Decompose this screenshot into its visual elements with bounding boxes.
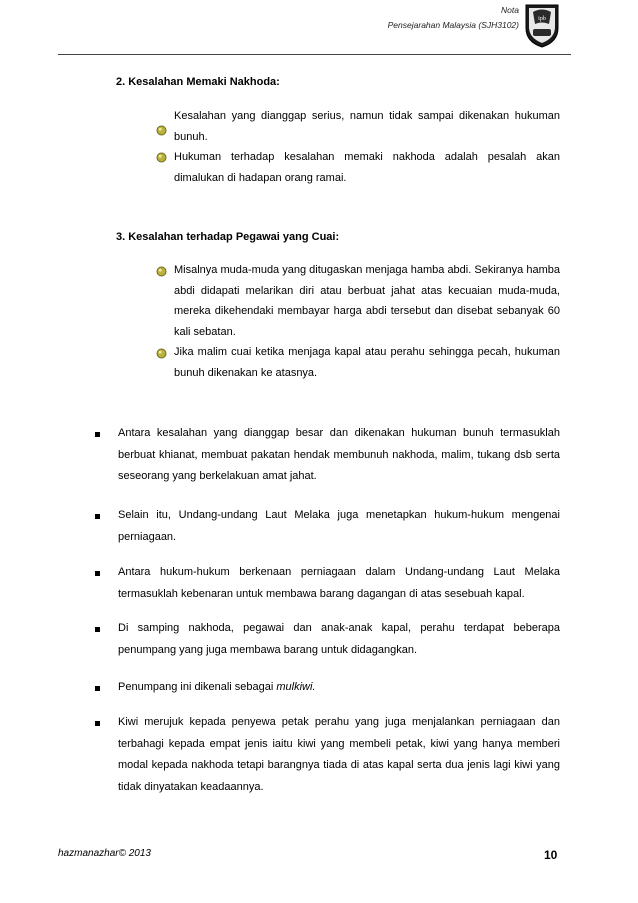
logo-lettering: ipb [538,16,546,22]
square-bullet-icon [95,514,100,519]
bullet-paragraph-3: Antara hukum-hukum berkenaan perniagaan dalam Undang-undang Laut Melaka termasuklah kebenaran untuk membawa barang dagangan di atas sesebuah kapal. [118,566,560,600]
section-3-item-1: Misalnya muda-muda yang ditugaskan menjaga hamba abdi. Sekiranya hamba abdi didapati melarikan diri atau berbuat jahat atas kecuaian muda-muda, mereka dikehendaki membayar harga abdi tersebut dan disebat sebanyak 60 kali sebatan. [174,264,560,338]
bullet-paragraph-6: Kiwi merujuk kepada penyewa petak perahu yang juga menjalankan perniagaan dan terbahagi kepada empat jenis iaitu kiwi yang membeli petak, kiwi yang hanya memberi modal kepada nakhoda tetapi barangnya tiada di atas kapal serta dua jenis lagi kiwi yang tidak dinyatakan keadaannya. [118,716,560,793]
section-3-heading: 3. Kesalahan terhadap Pegawai yang Cuai: [116,231,340,243]
section-2-item-1: Kesalahan yang dianggap serius, namun tidak sampai dikenakan hukuman bunuh. [174,110,560,143]
term-mulkiwi: mulkiwi. [276,681,316,693]
square-bullet-icon [95,686,100,691]
footer-author: hazmanazhar© 2013 [58,848,151,859]
bullet-paragraph-4: Di samping nakhoda, pegawai dan anak-anak kapal, perahu terdapat beberapa penumpang yang juga membawa barang untuk didagangkan. [118,622,560,656]
round-bullet-icon [156,266,167,277]
header-title: Nota [501,5,519,15]
bullet-paragraph-2: Selain itu, Undang-undang Laut Melaka juga menetapkan hukum-hukum mengenai perniagaan. [118,509,560,543]
section-3-item-2: Jika malim cuai ketika menjaga kapal atau perahu sehingga pecah, hukuman bunuh dikenakan ke atasnya. [174,346,560,379]
section-2-heading: 2. Kesalahan Memaki Nakhoda: [116,76,280,88]
bullet-paragraph-5 [118,677,560,699]
round-bullet-icon [156,348,167,359]
header-subtitle: Pensejarahan Malaysia (SJH3102) [387,20,519,30]
page-number: 10 [544,848,558,862]
round-bullet-icon [156,152,167,163]
square-bullet-icon [95,627,100,632]
square-bullet-icon [95,721,100,726]
round-bullet-icon [156,125,167,136]
section-2-item-2: Hukuman terhadap kesalahan memaki nakhoda adalah pesalah akan dimalukan di hadapan orang ramai. [174,151,560,184]
bullet-5-text: Penumpang ini dikenali sebagai [118,681,277,693]
square-bullet-icon [95,571,100,576]
square-bullet-icon [95,432,100,437]
header-divider [58,54,571,55]
bullet-paragraph-1: Antara kesalahan yang dianggap besar dan dikenakan hukuman bunuh termasuklah berbuat khianat, membuat pakatan hendak membunuh nakhoda, malim, tukang dsb serta seseorang yang berkelakuan amat jahat. [118,427,560,482]
university-crest-logo [524,2,560,48]
